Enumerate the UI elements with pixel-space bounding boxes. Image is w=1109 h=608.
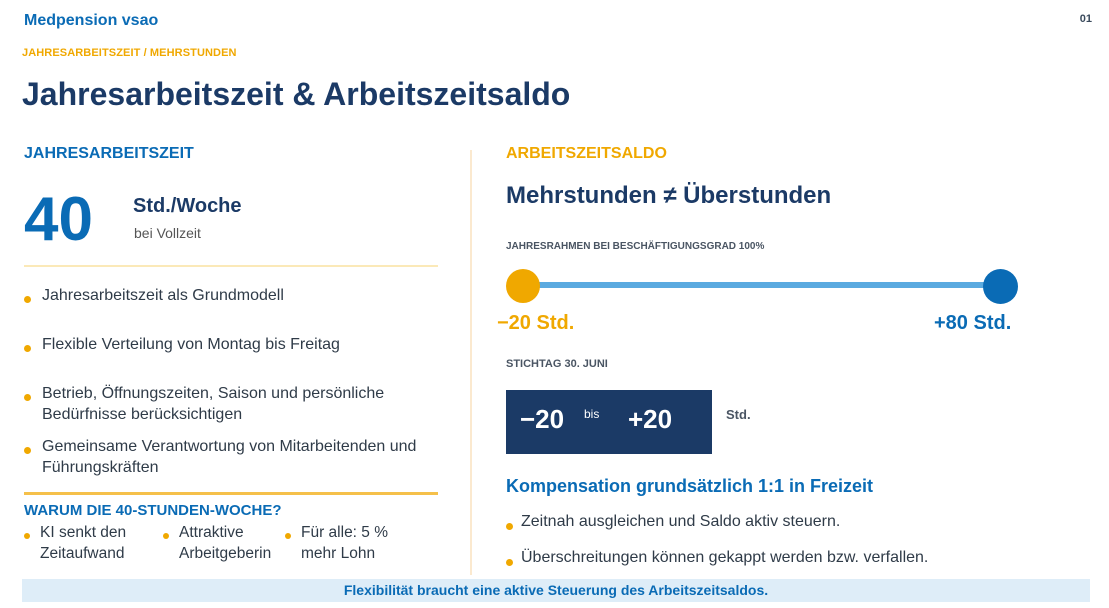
stichtag-box [506,390,712,454]
left-bullets [24,334,438,355]
list-item-text: Betrieb, Öffnungszeiten, Saison und persönliche Bedürfnisse berücksichtigen [42,385,385,423]
list-item-text: Überschreitungen können gekappt werden bzw. verfallen. [521,549,929,566]
why-item-text: Attraktive Arbeitgeberin [179,524,272,562]
stichtag-bis: bis [584,407,600,421]
left-bullets [24,285,438,306]
why-item-text: Für alle: 5 % mehr Lohn [301,524,389,562]
compensation-heading: Kompensation grundsätzlich 1:1 in Freizeit [506,476,874,496]
why-item [285,522,405,564]
bullet-dot-icon [506,523,513,530]
bullet-dot-icon [24,447,31,454]
bullet-dot-icon [285,533,291,539]
stichtag-unit: Std. [726,407,751,422]
right-heading: ARBEITSZEITSALDO [506,145,667,162]
bullet-dot-icon [24,296,31,303]
bullet-dot-icon [163,533,169,539]
brand-label: Medpension vsao [24,12,159,29]
why-item-text: KI senkt den Zeitaufwand [40,524,127,562]
bullet-dot-icon [24,345,31,352]
divider-light [24,265,438,267]
stichtag-label: STICHTAG 30. JUNI [506,358,608,370]
column-divider [470,150,472,575]
range-max-knob [983,269,1018,304]
list-item [24,334,438,355]
list-item [24,383,438,425]
why-item [163,522,293,564]
big-sub: bei Vollzeit [134,225,201,241]
list-item-text: Flexible Verteilung von Montag bis Freitag [42,336,340,353]
why-item [24,522,144,564]
list-item [506,513,840,531]
left-bullets [24,383,438,425]
left-bullets [24,436,438,478]
range-track [522,282,1002,288]
list-item-text: Jahresarbeitszeit als Grundmodell [42,287,284,304]
list-item-text: Gemeinsame Verantwortung von Mitarbeitenden und Führungskräften [42,438,417,476]
divider-gold [24,492,438,495]
bullet-dot-icon [24,533,30,539]
list-item [506,549,928,567]
range-label: JAHRESRAHMEN BEI BESCHÄFTIGUNGSGRAD 100% [506,241,765,252]
range-min-value: −20 Std. [497,312,575,334]
range-min-knob [506,269,540,303]
footer-banner: Flexibilität braucht eine aktive Steuerung des Arbeitszeitsaldos. [22,579,1090,602]
eyebrow: JAHRESARBEITSZEIT / MEHRSTUNDEN [22,47,237,59]
big-unit: Std./Woche [133,195,242,217]
right-column [497,145,1026,566]
stichtag-from: −20 [520,404,565,434]
right-title: Mehrstunden ≠ Überstunden [506,182,832,209]
page-title: Jahresarbeitszeit & Arbeitszeitsaldo [22,76,571,112]
big-number: 40 [24,185,93,254]
why-heading: WARUM DIE 40-STUNDEN-WOCHE? [24,502,282,519]
bullet-dot-icon [24,394,31,401]
bullet-dot-icon [506,559,513,566]
list-item-text: Zeitnah ausgleichen und Saldo aktiv steuern. [521,513,841,530]
left-column [24,145,438,562]
list-item [24,285,438,306]
page-number: 01 [1079,13,1092,25]
left-heading: JAHRESARBEITSZEIT [24,145,194,162]
stichtag-to: +20 [628,404,673,434]
list-item [24,436,438,478]
range-max-value: +80 Std. [934,312,1012,334]
